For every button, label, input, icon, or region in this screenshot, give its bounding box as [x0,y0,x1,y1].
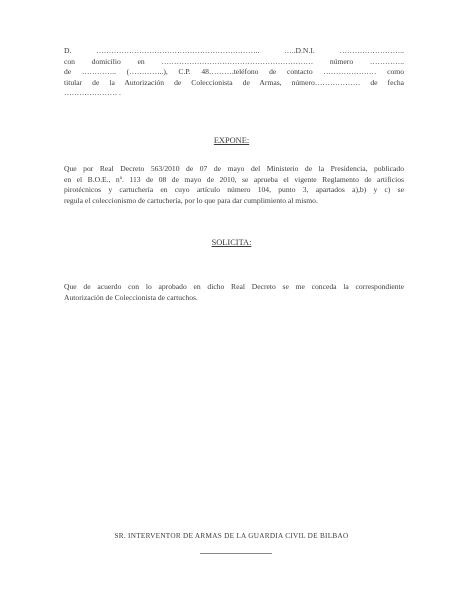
applicant-city-line: de ………….. (…………..), C.P. 48……….teléfono de contacto ………………… como [64,67,404,77]
expone-line: en el B.O.E., nº. 113 de 08 de mayo de 2010, se aprueba el vigente Reglamento de artificios [64,174,404,184]
applicant-date-line: ………………… . [64,88,121,98]
applicant-details-block [64,46,404,99]
expone-line: regula el coleccionismo de cartuchería, por lo que para dar cumplimiento al mismo. [64,195,318,205]
solicita-body [64,282,404,303]
applicant-address-line: con domicilio en …………………………………………………… número ………….. [64,56,404,66]
solicita-line: Que de acuerdo con lo aprobado en dicho Real Decreto se me conceda la correspondiente [64,282,404,291]
footer-divider [200,553,272,554]
expone-heading: EXPONE: [213,136,250,145]
addressee-footer: SR. INTERVENTOR DE ARMAS DE LA GUARDIA CIVIL DE BILBAO [114,532,349,540]
solicita-line: Autorización de Coleccionista de cartuchos. [64,292,198,302]
solicita-heading: SOLICITA: [211,238,252,247]
applicant-name-line: D. ……………………………………………………….. …..D.N.I. …………………….. [64,46,404,55]
expone-line: Que por Real Decreto 563/2010 de 07 de mayo del Ministerio de la Presidencia, publicado [64,164,404,173]
expone-body [64,164,404,206]
expone-line: pirotécnicos y cartuchería en cuyo artículo número 104, punto 3, apartados a),b) y c) se [64,185,404,195]
applicant-authorization-line: titular de la Autorización de Coleccionista de Armas, número……………… de fecha [64,77,404,87]
